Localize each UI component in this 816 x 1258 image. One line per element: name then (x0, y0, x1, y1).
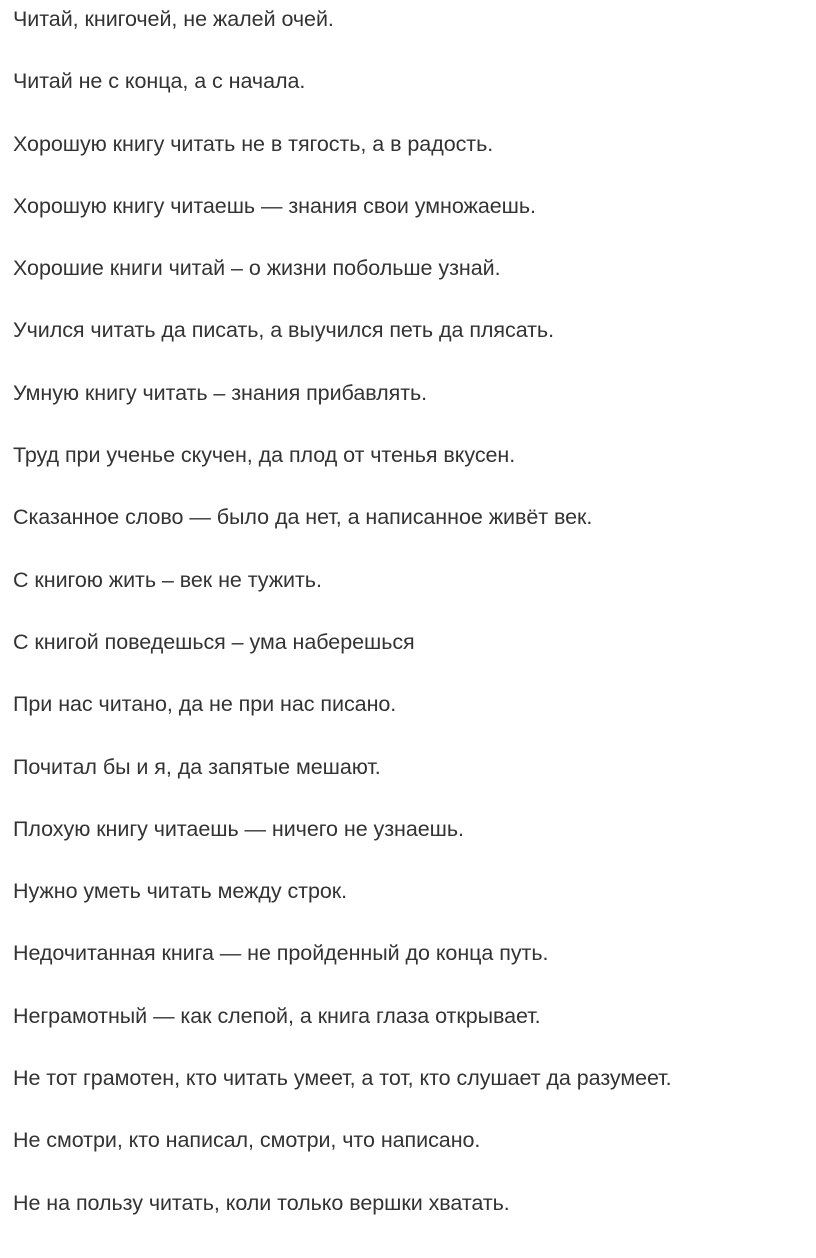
proverb-line: С книгою жить – век не тужить. (13, 567, 322, 592)
proverb-line: Плохую книгу читаешь — ничего не узнаешь. (13, 816, 464, 841)
proverb-line: Не смотри, кто написал, смотри, что написано. (13, 1128, 481, 1153)
proverb-line: Труд при ученье скучен, да плод от чтенья вкусен. (13, 443, 516, 468)
proverb-line: Почитал бы и я, да запятые мешают. (13, 754, 381, 779)
proverb-line: Сказанное слово — было да нет, а написанное живёт век. (13, 505, 593, 530)
proverb-line: Читай, книгочей, не жалей очей. (13, 7, 334, 31)
proverb-line: Умную книгу читать – знания прибавлять. (13, 380, 428, 405)
proverb-line: Не тот грамотен, кто читать умеет, а тот, кто слушает да разумеет. (13, 1066, 672, 1091)
proverb-line: Недочитанная книга — не пройденный до конца путь. (13, 941, 549, 966)
proverb-line: Не на пользу читать, коли только вершки хватать. (13, 1190, 510, 1215)
proverb-line: Хорошую книгу читать не в тягость, а в радость. (13, 131, 494, 156)
proverb-line: Неграмотный — как слепой, а книга глаза открывает. (13, 1003, 541, 1028)
proverb-list (13, 4, 816, 1250)
proverb-line: При нас читано, да не при нас писано. (13, 692, 397, 717)
proverb-line: Читай не с конца, а с начала. (13, 69, 306, 94)
proverb-line: С книгой поведешься – ума наберешься (13, 629, 415, 654)
proverb-line: Хорошие книги читай – о жизни побольше узнай. (13, 256, 501, 281)
proverb-line: Учился читать да писать, а выучился петь да плясать. (13, 318, 555, 343)
proverb-line: Нужно уметь читать между строк. (13, 879, 348, 904)
proverb-line: Хорошую книгу читаешь — знания свои умножаешь. (13, 193, 536, 218)
